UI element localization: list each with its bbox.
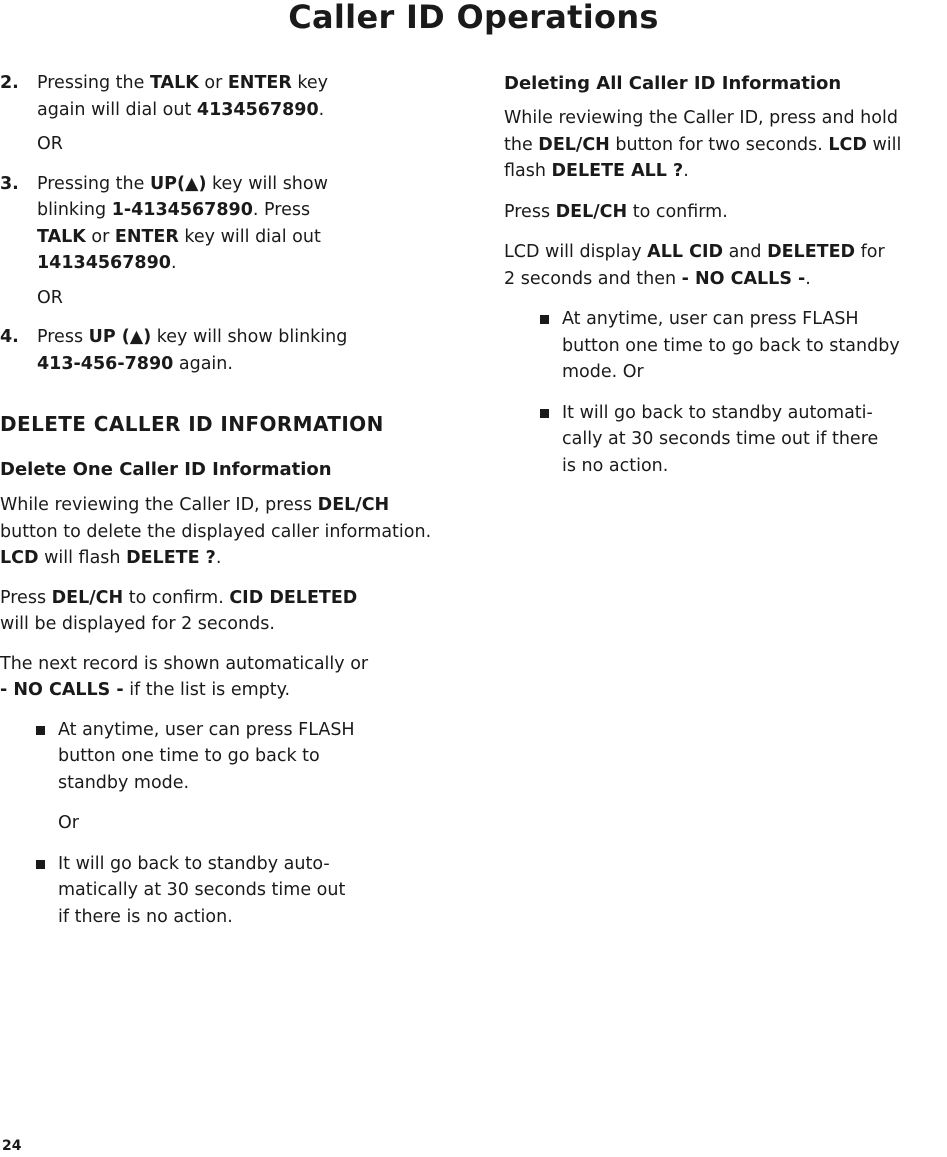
text-run: LCD will display — [504, 242, 648, 262]
text-line — [504, 199, 947, 226]
left-column — [0, 66, 458, 930]
text-line: will be displayed for 2 seconds. — [0, 614, 275, 634]
or-separator: Or — [58, 813, 79, 833]
del-ch-key-text: DEL/CH — [317, 495, 390, 515]
text-run: key will show — [206, 173, 328, 194]
text-line: It will go back to standby automati- — [562, 402, 873, 423]
text-run: the — [504, 134, 539, 155]
or-separator: OR — [37, 134, 63, 154]
phone-number: 4134567890 — [196, 99, 319, 120]
subheading: Deleting All Caller ID Information — [504, 73, 842, 94]
text-line: if there is no action. — [58, 906, 233, 927]
text-run: to confirm. — [123, 587, 230, 608]
text-run: . — [805, 268, 811, 289]
step-line — [37, 197, 458, 224]
bullet-item — [504, 400, 947, 480]
step-line — [37, 351, 458, 378]
text-run: key will show blinking — [151, 327, 348, 347]
text-line — [504, 132, 947, 159]
paragraph — [0, 585, 458, 638]
text-run: if the list is empty. — [123, 680, 291, 700]
phone-number: 14134567890 — [37, 253, 171, 273]
text-line: mode. Or — [562, 362, 644, 382]
text-run: Press — [0, 587, 52, 608]
text-line — [0, 492, 458, 519]
lcd-message: - NO CALLS - — [681, 268, 806, 289]
page-number: 24 — [2, 1138, 22, 1154]
text-line: matically at 30 seconds time out — [58, 880, 346, 900]
text-run: for — [855, 242, 885, 262]
text-run: key — [291, 73, 329, 93]
text-run: 2 seconds and then — [504, 268, 682, 289]
square-bullet-icon — [540, 315, 549, 324]
text-run: . Press — [252, 200, 311, 220]
bullet-item — [504, 306, 947, 386]
section-heading: DELETE CALLER ID INFORMATION — [0, 412, 384, 436]
phone-number: 413-456-7890 — [37, 353, 174, 374]
text-line: button one time to go back to — [58, 746, 320, 766]
text-run: again. — [173, 353, 233, 374]
text-run: again will dial out — [37, 99, 197, 120]
enter-key-text: ENTER — [227, 73, 292, 93]
step-number: 2. — [0, 73, 19, 93]
text-line — [504, 266, 947, 293]
text-line: The next record is shown automatically or — [0, 653, 369, 674]
text-line: is no action. — [562, 455, 669, 476]
step-line — [37, 171, 458, 198]
text-run: or — [85, 226, 115, 247]
lcd-message: - NO CALLS - — [0, 680, 124, 700]
text-run: . — [318, 99, 325, 120]
text-run: Press — [37, 327, 89, 347]
phone-number: 1-4134567890 — [111, 200, 253, 220]
step-3 — [0, 171, 458, 277]
del-ch-key-text: DEL/CH — [538, 134, 610, 155]
square-bullet-icon — [36, 860, 45, 869]
step-number: 4. — [0, 327, 19, 347]
text-run: . — [215, 548, 222, 568]
text-run: key will dial out — [178, 226, 321, 247]
text-line: At anytime, user can press FLASH — [58, 719, 355, 740]
text-line: At anytime, user can press FLASH — [562, 309, 859, 329]
text-line: While reviewing the Caller ID, press and hold — [504, 108, 898, 128]
text-run: or — [198, 73, 228, 93]
square-bullet-icon — [36, 726, 45, 735]
step-line — [37, 97, 458, 124]
step-line — [37, 224, 458, 251]
text-run: Pressing the — [37, 73, 150, 93]
lcd-message: DELETED — [767, 242, 856, 262]
text-run: flash — [504, 161, 552, 181]
enter-key-text: ENTER — [114, 226, 179, 247]
lcd-message: CID DELETED — [229, 587, 358, 608]
step-number: 3. — [0, 173, 19, 194]
bullet-item — [0, 717, 458, 797]
paragraph — [504, 199, 947, 226]
up-key-text: UP (▲) — [88, 327, 152, 347]
talk-key-text: TALK — [149, 73, 199, 93]
step-line — [37, 70, 458, 97]
or-separator: OR — [37, 287, 63, 308]
paragraph — [0, 651, 458, 704]
talk-key-text: TALK — [37, 226, 86, 247]
text-run: will — [866, 134, 902, 155]
subheading: Delete One Caller ID Information — [0, 459, 332, 480]
lcd-text: LCD — [828, 134, 867, 155]
lcd-message: ALL CID — [647, 242, 723, 262]
square-bullet-icon — [540, 409, 549, 418]
step-2 — [0, 70, 458, 123]
text-run: and — [723, 242, 768, 262]
page-title: Caller ID Operations — [288, 0, 659, 36]
lcd-message: DELETE ALL ? — [551, 161, 684, 181]
text-line — [504, 158, 947, 185]
text-line: button to delete the displayed caller information. — [0, 521, 432, 542]
text-run: Pressing the — [37, 173, 150, 194]
text-run: Press — [504, 201, 556, 222]
paragraph — [504, 105, 947, 185]
text-run: will flash — [38, 548, 127, 568]
text-line: button one time to go back to standby — [562, 335, 900, 356]
text-run: blinking — [37, 200, 112, 220]
text-run: to confirm. — [627, 201, 728, 222]
paragraph — [0, 492, 458, 572]
text-run: . — [683, 161, 689, 181]
text-run: button for two seconds. — [609, 134, 829, 155]
up-key-text: UP(▲) — [149, 173, 207, 194]
lcd-message: DELETE ? — [126, 548, 216, 568]
right-column — [504, 66, 947, 479]
text-line: It will go back to standby auto- — [58, 853, 330, 874]
text-line — [0, 677, 458, 704]
paragraph — [504, 239, 947, 292]
text-line: standby mode. — [58, 772, 190, 793]
del-ch-key-text: DEL/CH — [555, 201, 628, 222]
lcd-text: LCD — [0, 548, 39, 568]
text-line — [0, 585, 458, 612]
del-ch-key-text: DEL/CH — [51, 587, 124, 608]
step-4 — [0, 324, 458, 377]
text-line — [504, 239, 947, 266]
text-line: cally at 30 seconds time out if there — [562, 429, 879, 449]
step-line — [37, 250, 458, 277]
step-line — [37, 324, 458, 351]
text-run: . — [170, 253, 177, 273]
text-run: While reviewing the Caller ID, press — [0, 495, 318, 515]
text-line — [0, 545, 458, 572]
bullet-item — [0, 851, 458, 931]
